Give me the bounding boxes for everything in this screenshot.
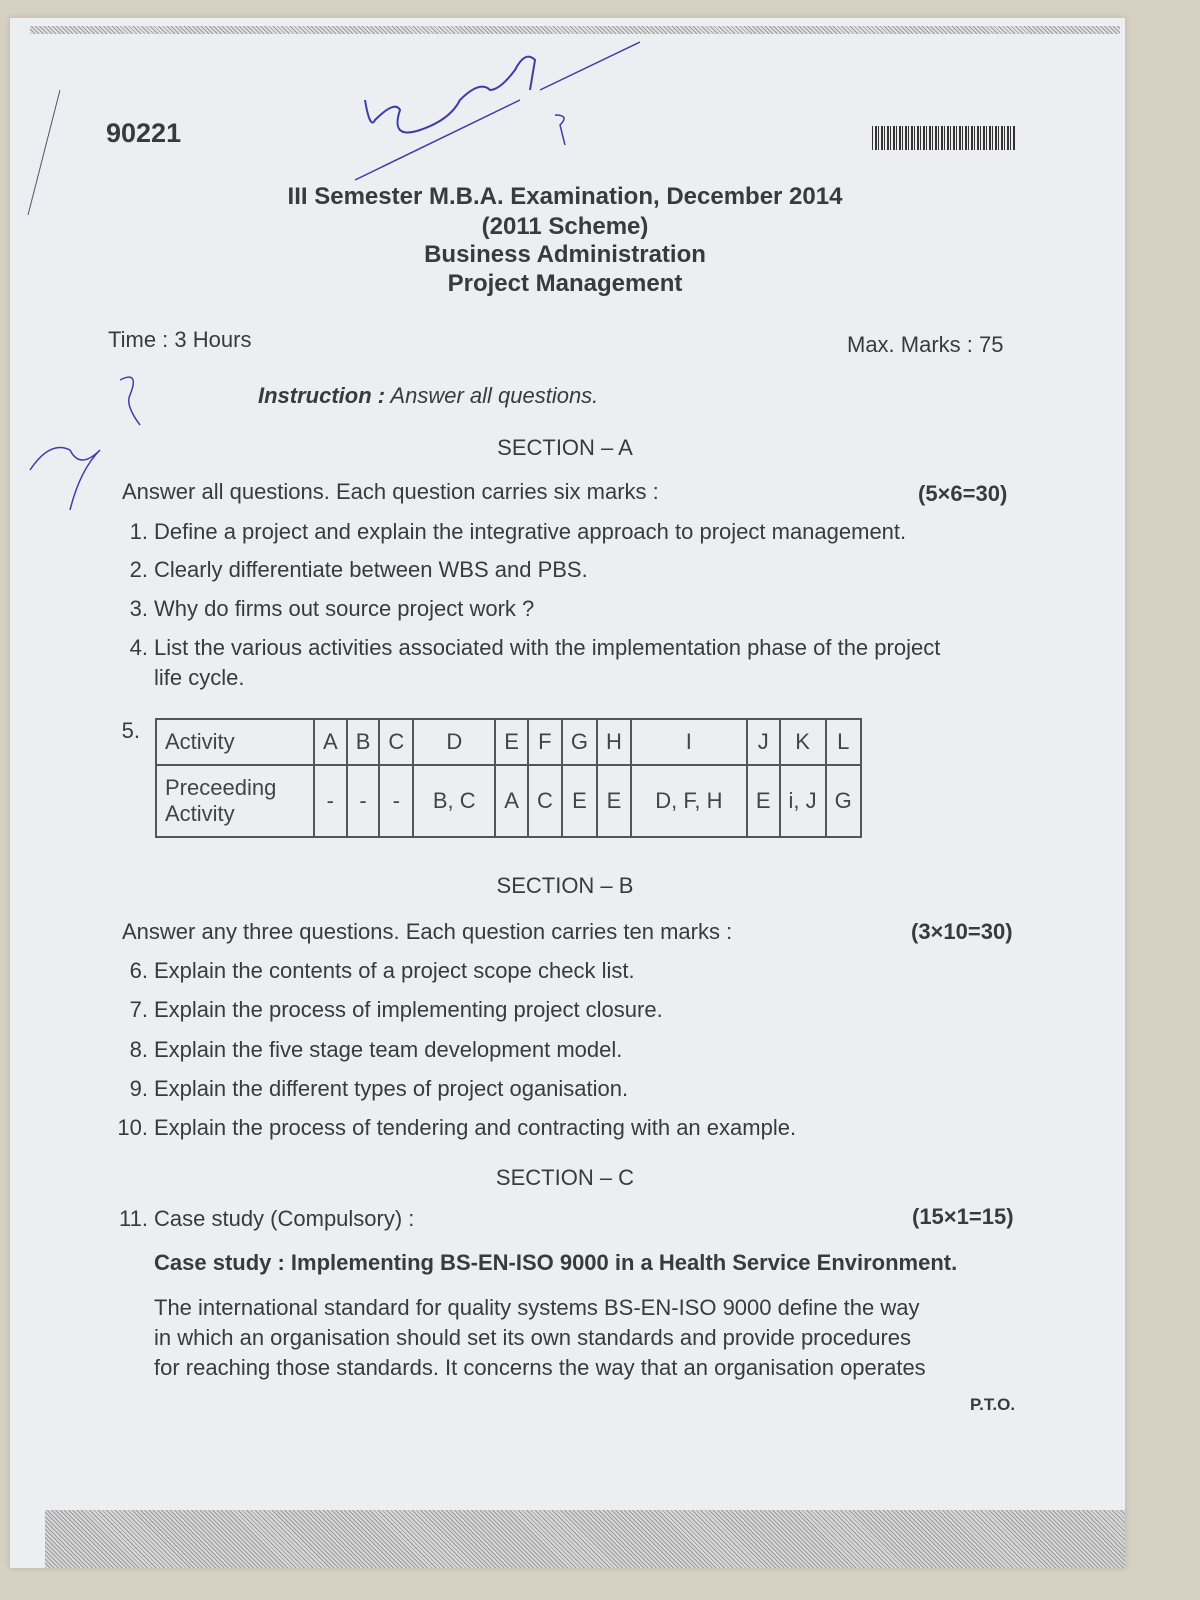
preceding-cell: C xyxy=(528,765,562,837)
case-line-3: for reaching those standards. It concerns the way that an organisation operates xyxy=(154,1355,926,1380)
scheme: (2011 Scheme) xyxy=(481,213,649,240)
barcode xyxy=(872,126,1016,150)
activity-header: Activity xyxy=(156,719,314,765)
section-a-marks: (5×6=30) xyxy=(918,481,1008,506)
exam-title: III Semester M.B.A. Examination, December 2014 xyxy=(287,183,843,210)
case-study-title: Case study : Implementing BS-EN-ISO 9000 in a Health Service Environment. xyxy=(154,1250,958,1275)
preceding-cell: G xyxy=(826,765,861,837)
activity-cell: I xyxy=(631,719,747,765)
section-b-title: SECTION – B xyxy=(496,873,634,898)
paper-name: Project Management xyxy=(447,270,683,297)
activity-table xyxy=(155,718,862,838)
section-c-marks: (15×1=15) xyxy=(912,1204,1014,1229)
subject: Business Administration xyxy=(424,241,706,268)
activity-cell: A xyxy=(314,719,347,765)
activity-cell: B xyxy=(347,719,380,765)
pto: P.T.O. xyxy=(970,1395,1016,1414)
top-border-pattern xyxy=(30,26,1120,34)
paper-code: 90221 xyxy=(106,118,182,148)
instruction-text: Answer all questions. xyxy=(390,383,599,408)
preceding-cell: - xyxy=(314,765,347,837)
preceding-header: Preceeding Activity xyxy=(156,765,314,837)
activity-cell: D xyxy=(413,719,495,765)
preceding-cell: A xyxy=(495,765,528,837)
preceding-cell: B, C xyxy=(413,765,495,837)
activity-cell: K xyxy=(780,719,826,765)
activity-cell: C xyxy=(379,719,413,765)
preceding-cell: D, F, H xyxy=(631,765,747,837)
bottom-border-pattern xyxy=(45,1510,1125,1568)
instruction-label: Instruction : xyxy=(258,383,386,408)
section-a-instruction: Answer all questions. Each question carries six marks : xyxy=(122,479,659,504)
activity-cell: J xyxy=(747,719,780,765)
activity-cell: F xyxy=(528,719,562,765)
max-marks: Max. Marks : 75 xyxy=(847,332,1004,357)
instruction xyxy=(258,383,598,409)
section-b-instruction: Answer any three questions. Each question carries ten marks : xyxy=(122,919,733,944)
section-c-title: SECTION – C xyxy=(495,1165,635,1190)
preceding-cell: i, J xyxy=(780,765,826,837)
question-4-cont: life cycle. xyxy=(154,665,245,690)
activity-cell: G xyxy=(562,719,597,765)
activity-cell: H xyxy=(597,719,631,765)
preceding-cell: E xyxy=(747,765,780,837)
preceding-cell: E xyxy=(562,765,597,837)
section-b-marks: (3×10=30) xyxy=(911,919,1013,944)
time: Time : 3 Hours xyxy=(108,327,252,352)
activity-cell: L xyxy=(826,719,861,765)
case-line-1: The international standard for quality systems BS-EN-ISO 9000 define the way xyxy=(154,1295,920,1320)
activity-cell: E xyxy=(495,719,528,765)
section-a-title: SECTION – A xyxy=(497,435,633,460)
preceding-cell: E xyxy=(597,765,631,837)
preceding-cell: - xyxy=(347,765,380,837)
case-line-2: in which an organisation should set its own standards and provide procedures xyxy=(154,1325,912,1350)
preceding-cell: - xyxy=(379,765,413,837)
